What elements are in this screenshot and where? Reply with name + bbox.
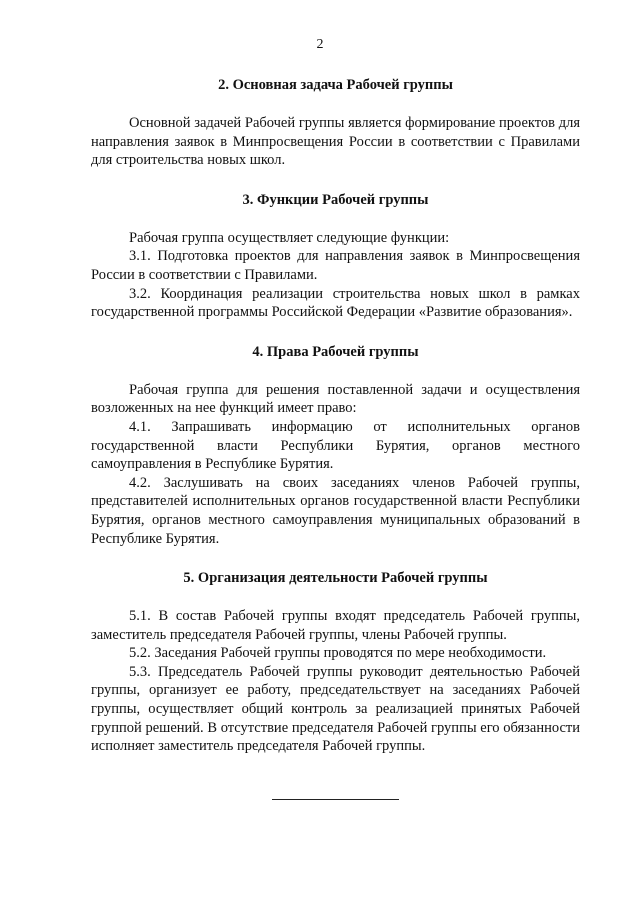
section-rights [91,343,580,548]
paragraph: Рабочая группа осуществляет следующие функции: [129,229,450,246]
paragraph: Рабочая группа для решения поставленной задачи и осуществления возложенных на нее функций имеет право: [91,381,580,417]
paragraph: 4.1. Запрашивать информацию от исполнительных органов государственной власти Республики Бурятия, органов местного самоуправления в Республике Бурятия. [91,418,580,473]
paragraph: 3.1. Подготовка проектов для направления заявок в Минпросвещения России в соответствии с Правилами. [91,248,580,283]
paragraph: Основной задачей Рабочей группы является формирование проектов для направления заявок в Минпросвещения России в соответствии с Правилами для строительства новых школ. [91,115,580,169]
paragraph: 5.2. Заседания Рабочей группы проводятся по мере необходимости. [129,645,547,662]
section-organization [91,569,580,756]
section-main-task [91,76,580,170]
section-title: 3. Функции Рабочей группы [242,191,429,208]
paragraph: 5.1. В состав Рабочей группы входят председатель Рабочей группы, заместитель председателя Рабочей группы, члены Рабочей группы. [91,608,580,643]
paragraph: 4.2. Заслушивать на своих заседаниях членов Рабочей группы, представителей исполнительных органов государственной власти Республики Бурятия, органов местного самоуправления муниципальных образований в Республике Бурятия. [91,474,580,547]
section-title: 5. Организация деятельности Рабочей группы [183,570,488,587]
section-title: 4. Права Рабочей группы [252,343,419,360]
paragraph: 3.2. Координация реализации строительства новых школ в рамках государственной программы Российской Федерации «Развитие образования». [91,285,580,321]
section-functions [91,191,580,322]
paragraph: 5.3. Председатель Рабочей группы руководит деятельностью Рабочей группы, организует ее работу, председательствует на заседаниях Рабочей группы, осуществляет общий контроль за реализацией принятых Рабочей группой решений. В отсутствие председателя Рабочей группы его обязанности исполняет заместитель председателя Рабочей группы. [91,663,580,755]
end-of-document-rule [272,799,399,800]
section-title: 2. Основная задача Рабочей группы [218,77,453,93]
document-body [91,76,580,756]
page-number: 2 [316,37,324,52]
